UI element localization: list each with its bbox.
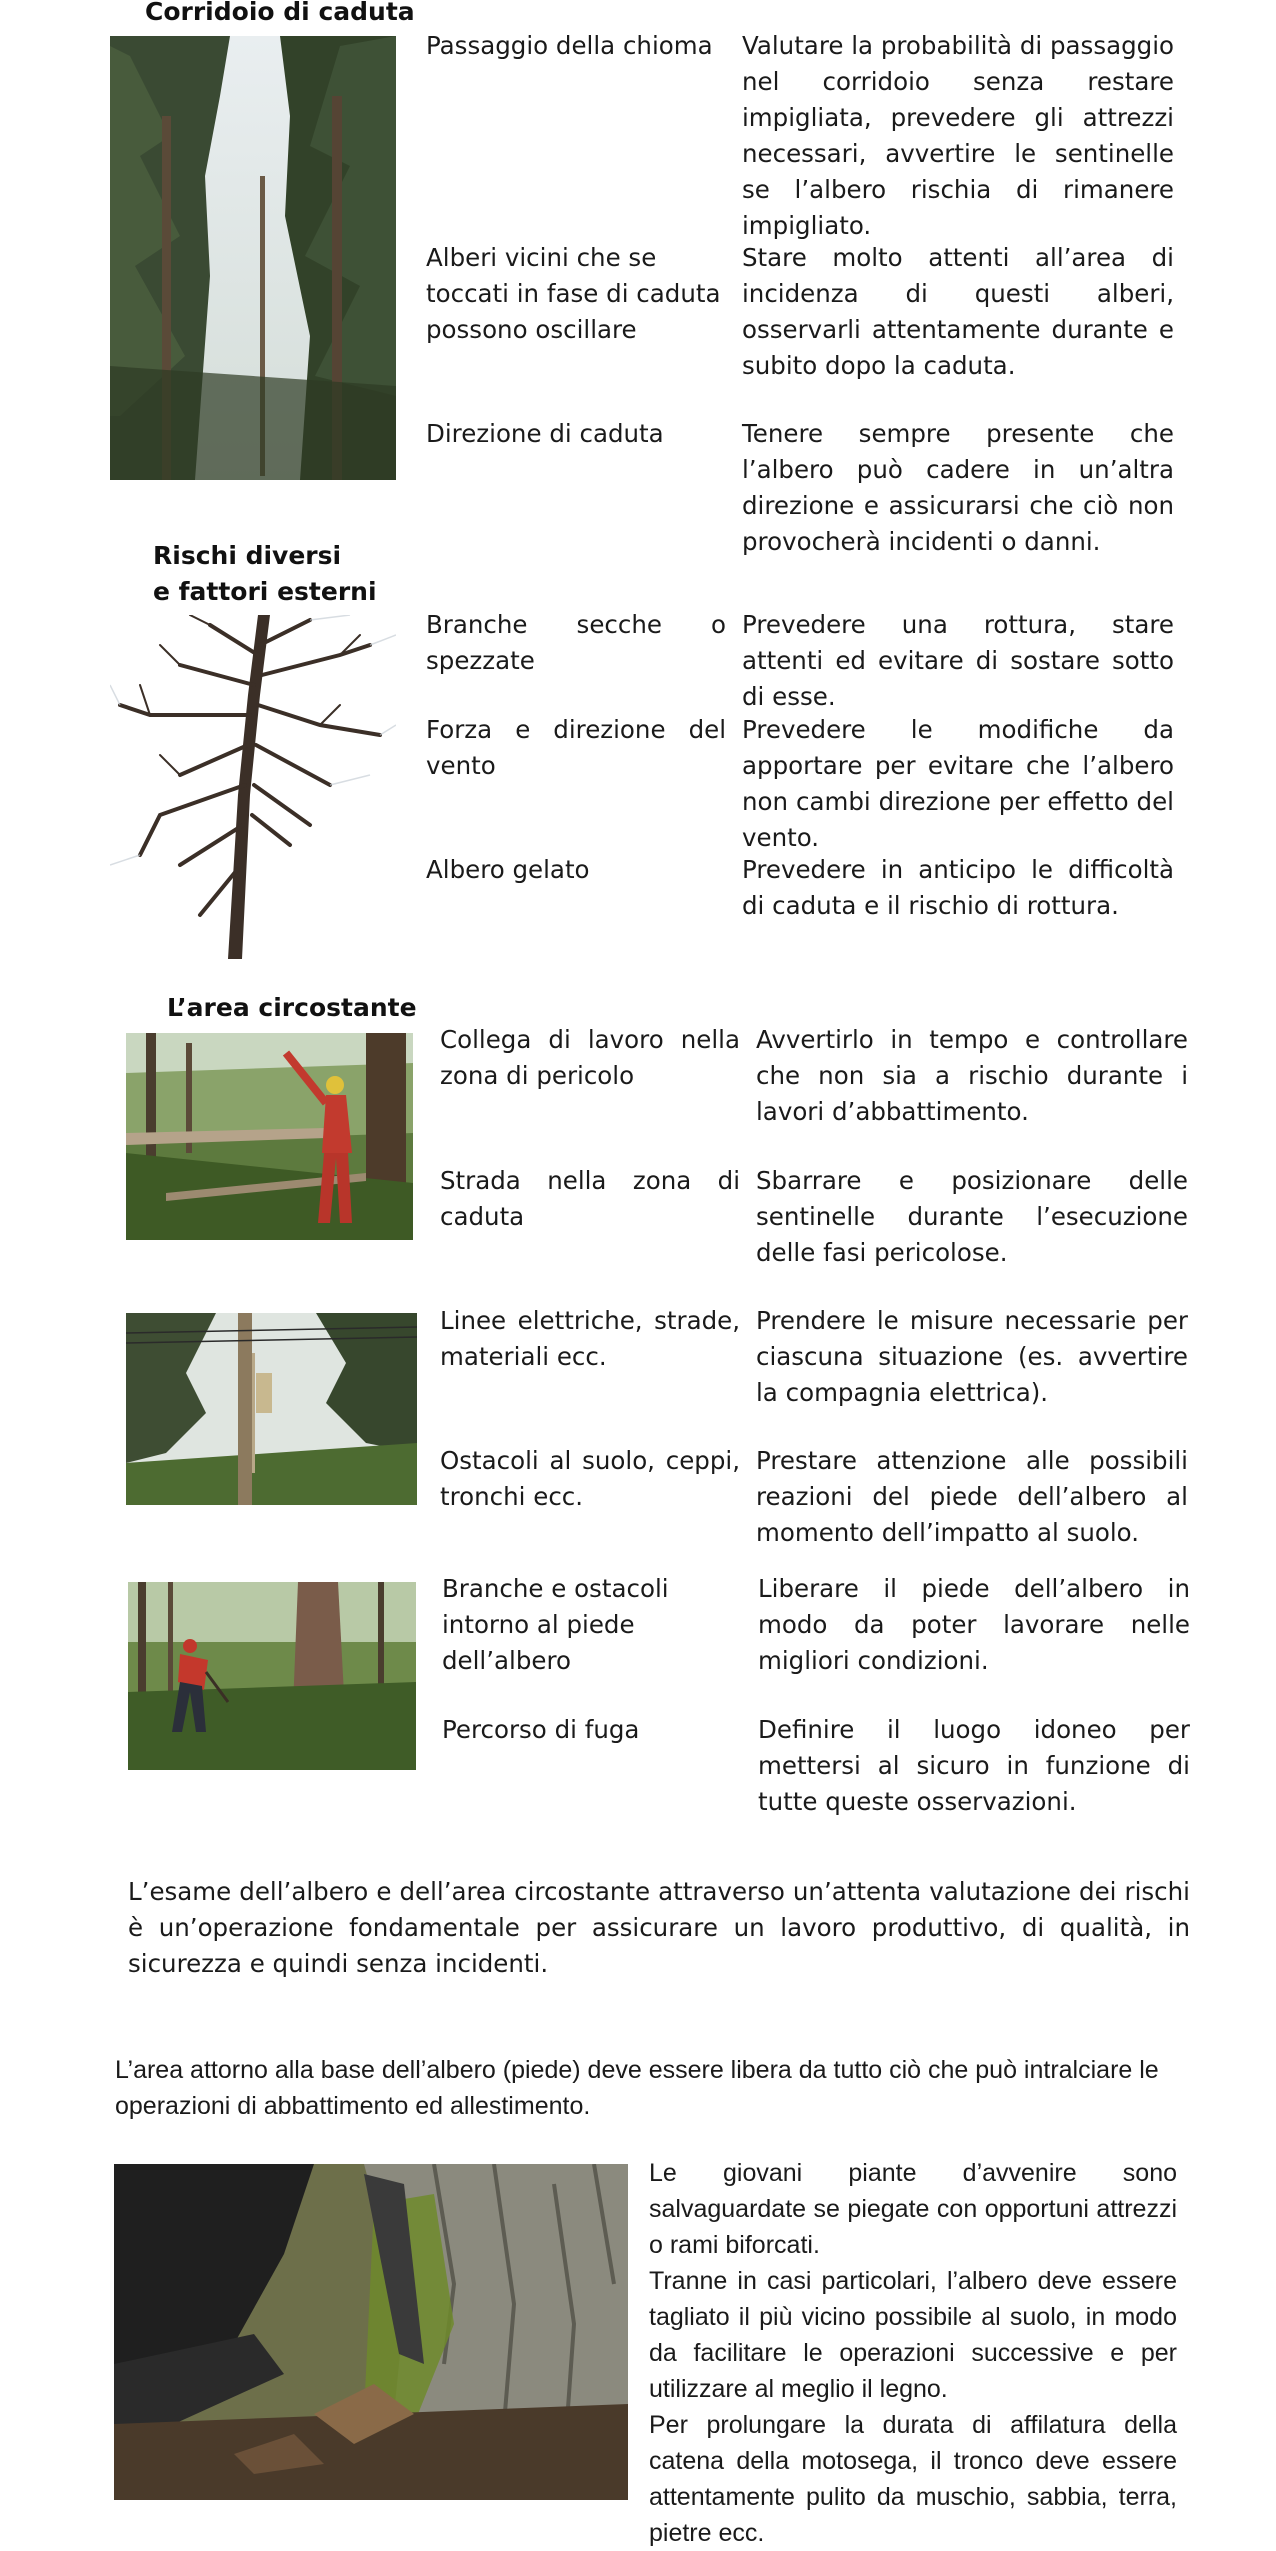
row-action: Liberare il piede dell’albero in modo da poter lavorare nelle migliori condizioni. <box>758 1574 1190 1675</box>
row-factor: Direzione di caduta <box>426 419 664 448</box>
row-action: Sbarrare e posizionare delle sentinelle durante l’esecuzione delle fasi pericolose. <box>756 1166 1188 1267</box>
section-title-line: e fattori esterni <box>153 577 377 606</box>
chainsaw-cutting-base-photo <box>114 2164 628 2500</box>
section-title-rischi <box>153 538 377 610</box>
row-factor: Branche e ostacoli intorno al piede dell’albero <box>442 1574 669 1675</box>
dead-tree-photo <box>110 615 396 959</box>
row-factor: Ostacoli al suolo, ceppi, tronchi ecc. <box>440 1446 740 1511</box>
row-action: Avvertirlo in tempo e controllare che non sia a rischio durante i lavori d’abbattimento. <box>756 1025 1188 1126</box>
row-action: Prevedere in anticipo le difficoltà di caduta e il rischio di rottura. <box>742 855 1174 920</box>
row-factor: Passaggio della chioma <box>426 31 713 60</box>
base-intro-paragraph: L’area attorno alla base dell’albero (piede) deve essere libera da tutto ciò che può intralciare le operazioni di abbattimento ed allestimento. <box>115 2056 1159 2120</box>
row-action: Prendere le misure necessarie per ciascuna situazione (es. avvertire la compagnia elettrica). <box>756 1306 1188 1407</box>
forest-corridor-photo <box>110 36 396 480</box>
power-line-photo <box>126 1313 417 1505</box>
row-action: Prestare attenzione alle possibili reazioni del piede dell’albero al momento dell’impatto al suolo. <box>756 1446 1188 1547</box>
section-title-corridoio: Corridoio di caduta <box>145 0 415 26</box>
row-action: Prevedere una rottura, stare attenti ed evitare di sostare sotto di esse. <box>742 610 1174 711</box>
base-paragraph: Per prolungare la durata di affilatura della catena della motosega, il tronco deve essere attentamente pulito da muschio, sabbia, terra, pietre ecc. <box>649 2411 1177 2547</box>
row-action: Valutare la probabilità di passaggio nel corridoio senza restare impigliata, prevedere gli attrezzi necessari, avvertire le sentinelle se l’albero rischia di rimanere impigliato. <box>742 31 1175 240</box>
row-action: Tenere sempre presente che l’albero può cadere in un’altra direzione e assicurarsi che ciò non provocherà incidenti o danni. <box>742 419 1174 556</box>
base-paragraph: Le giovani piante d’avvenire sono salvaguardate se piegate con opportuni attrezzi o rami biforcati. <box>649 2159 1177 2259</box>
section-title-line: Rischi diversi <box>153 541 342 570</box>
section-title-area: L’area circostante <box>167 993 417 1022</box>
row-factor: Percorso di fuga <box>442 1715 640 1744</box>
row-factor: Branche secche o spezzate <box>426 610 726 675</box>
row-factor: Linee elettriche, strade, materiali ecc. <box>440 1306 740 1371</box>
summary-paragraph: L’esame dell’albero e dell’area circostante attraverso un’attenta valutazione dei rischi è un’operazione fondamentale per assicurare un lavoro produttivo, di qualità, in sicurezza e quindi senza incidenti. <box>128 1877 1190 1978</box>
row-factor: Strada nella zona di caduta <box>440 1166 740 1231</box>
row-factor: Forza e direzione del vento <box>426 715 726 780</box>
worker-clearing-base-photo <box>128 1582 416 1770</box>
row-action: Prevedere le modifiche da apportare per evitare che l’albero non cambi direzione per effetto del vento. <box>742 715 1174 852</box>
row-action: Definire il luogo idoneo per mettersi al sicuro in funzione di tutte queste osservazioni. <box>758 1715 1190 1816</box>
base-paragraphs <box>649 2155 1177 2551</box>
base-paragraph: Tranne in casi particolari, l’albero deve essere tagliato il più vicino possibile al suolo, in modo da facilitare le operazioni successive e per utilizzare al meglio il legno. <box>649 2267 1177 2403</box>
row-factor: Alberi vicini che se toccati in fase di caduta possono oscillare <box>426 243 721 344</box>
row-factor: Albero gelato <box>426 855 590 884</box>
coworker-pointing-photo <box>126 1033 413 1240</box>
row-action: Stare molto attenti all’area di incidenza di questi alberi, osservarli attentamente durante e subito dopo la caduta. <box>742 243 1174 380</box>
row-factor: Collega di lavoro nella zona di pericolo <box>440 1025 740 1090</box>
